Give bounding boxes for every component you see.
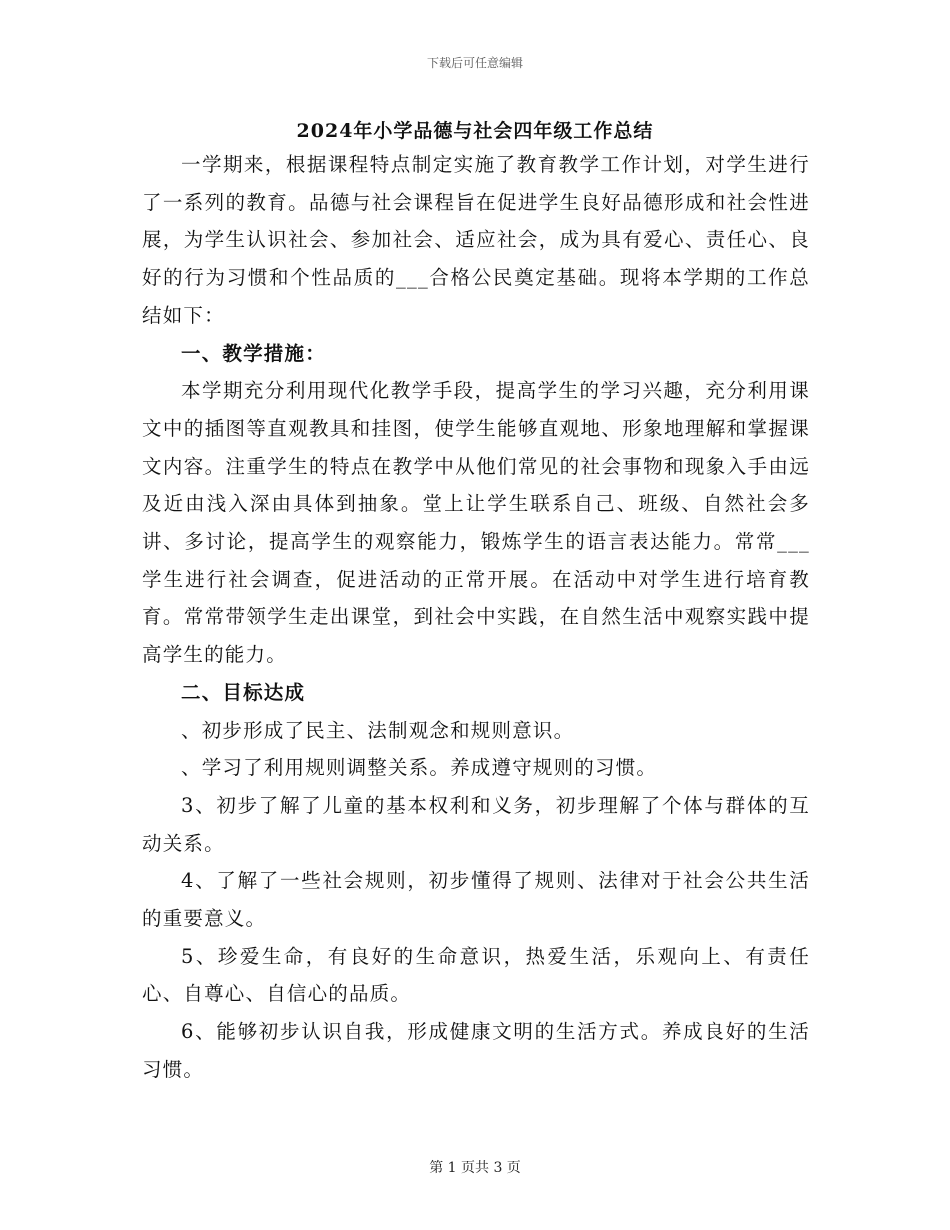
intro-paragraph: 一学期来，根据课程特点制定实施了教育教学工作计划，对学生进行了一系列的教育。品德与社会课程旨在促进学生良好品德形成和社会性进展，为学生认识社会、参加社会、适应社会，成为具有爱心、责任心、良好的行为习惯和个性品质的___合格公民奠定基础。现将本学期的工作总结如下： [142, 153, 810, 327]
goal-item-6: 6、能够初步认识自我，形成健康文明的生活方式。养成良好的生活习惯。 [142, 1020, 810, 1081]
page-header-note: 下载后可任意编辑 [426, 56, 523, 70]
goal-item-3: 3、初步了解了儿童的基本权利和义务，初步理解了个体与群体的互动关系。 [142, 793, 810, 855]
goal-item-2: 、学习了利用规则调整关系。养成遵守规则的习惯。 [181, 756, 658, 780]
section-heading-teaching-measures: 一、教学措施： [181, 341, 326, 365]
page-number: 第 1 页共 3 页 [429, 1160, 521, 1176]
goal-item-5: 5、珍爱生命，有良好的生命意识，热爱生活，乐观向上、有责任心、自尊心、自信心的品质。 [142, 944, 810, 1006]
document-title: 2024年小学品德与社会四年级工作总结 [296, 120, 654, 142]
section-heading-goals: 二、目标达成 [181, 680, 306, 704]
goal-item-4: 4、了解了一些社会规则，初步懂得了规则、法律对于社会公共生活的重要意义。 [142, 869, 810, 931]
goal-item-1: 、初步形成了民主、法制观念和规则意识。 [181, 718, 575, 742]
document-body [142, 146, 810, 1089]
teaching-measures-paragraph: 本学期充分利用现代化教学手段，提高学生的学习兴趣，充分利用课文中的插图等直观教具和挂图，使学生能够直观地、形象地理解和掌握课文内容。注重学生的特点在教学中从他们常见的社会事物和现象入手由远及近由浅入深由具体到抽象。堂上让学生联系自己、班级、自然社会多讲、多讨论，提高学生的观察能力，锻炼学生的语言表达能力。常常___学生进行社会调查，促进活动的正常开展。在活动中对学生进行培育教育。常常带领学生走出课堂，到社会中实践，在自然生活中观察实践中提高学生的能力。 [142, 379, 810, 667]
